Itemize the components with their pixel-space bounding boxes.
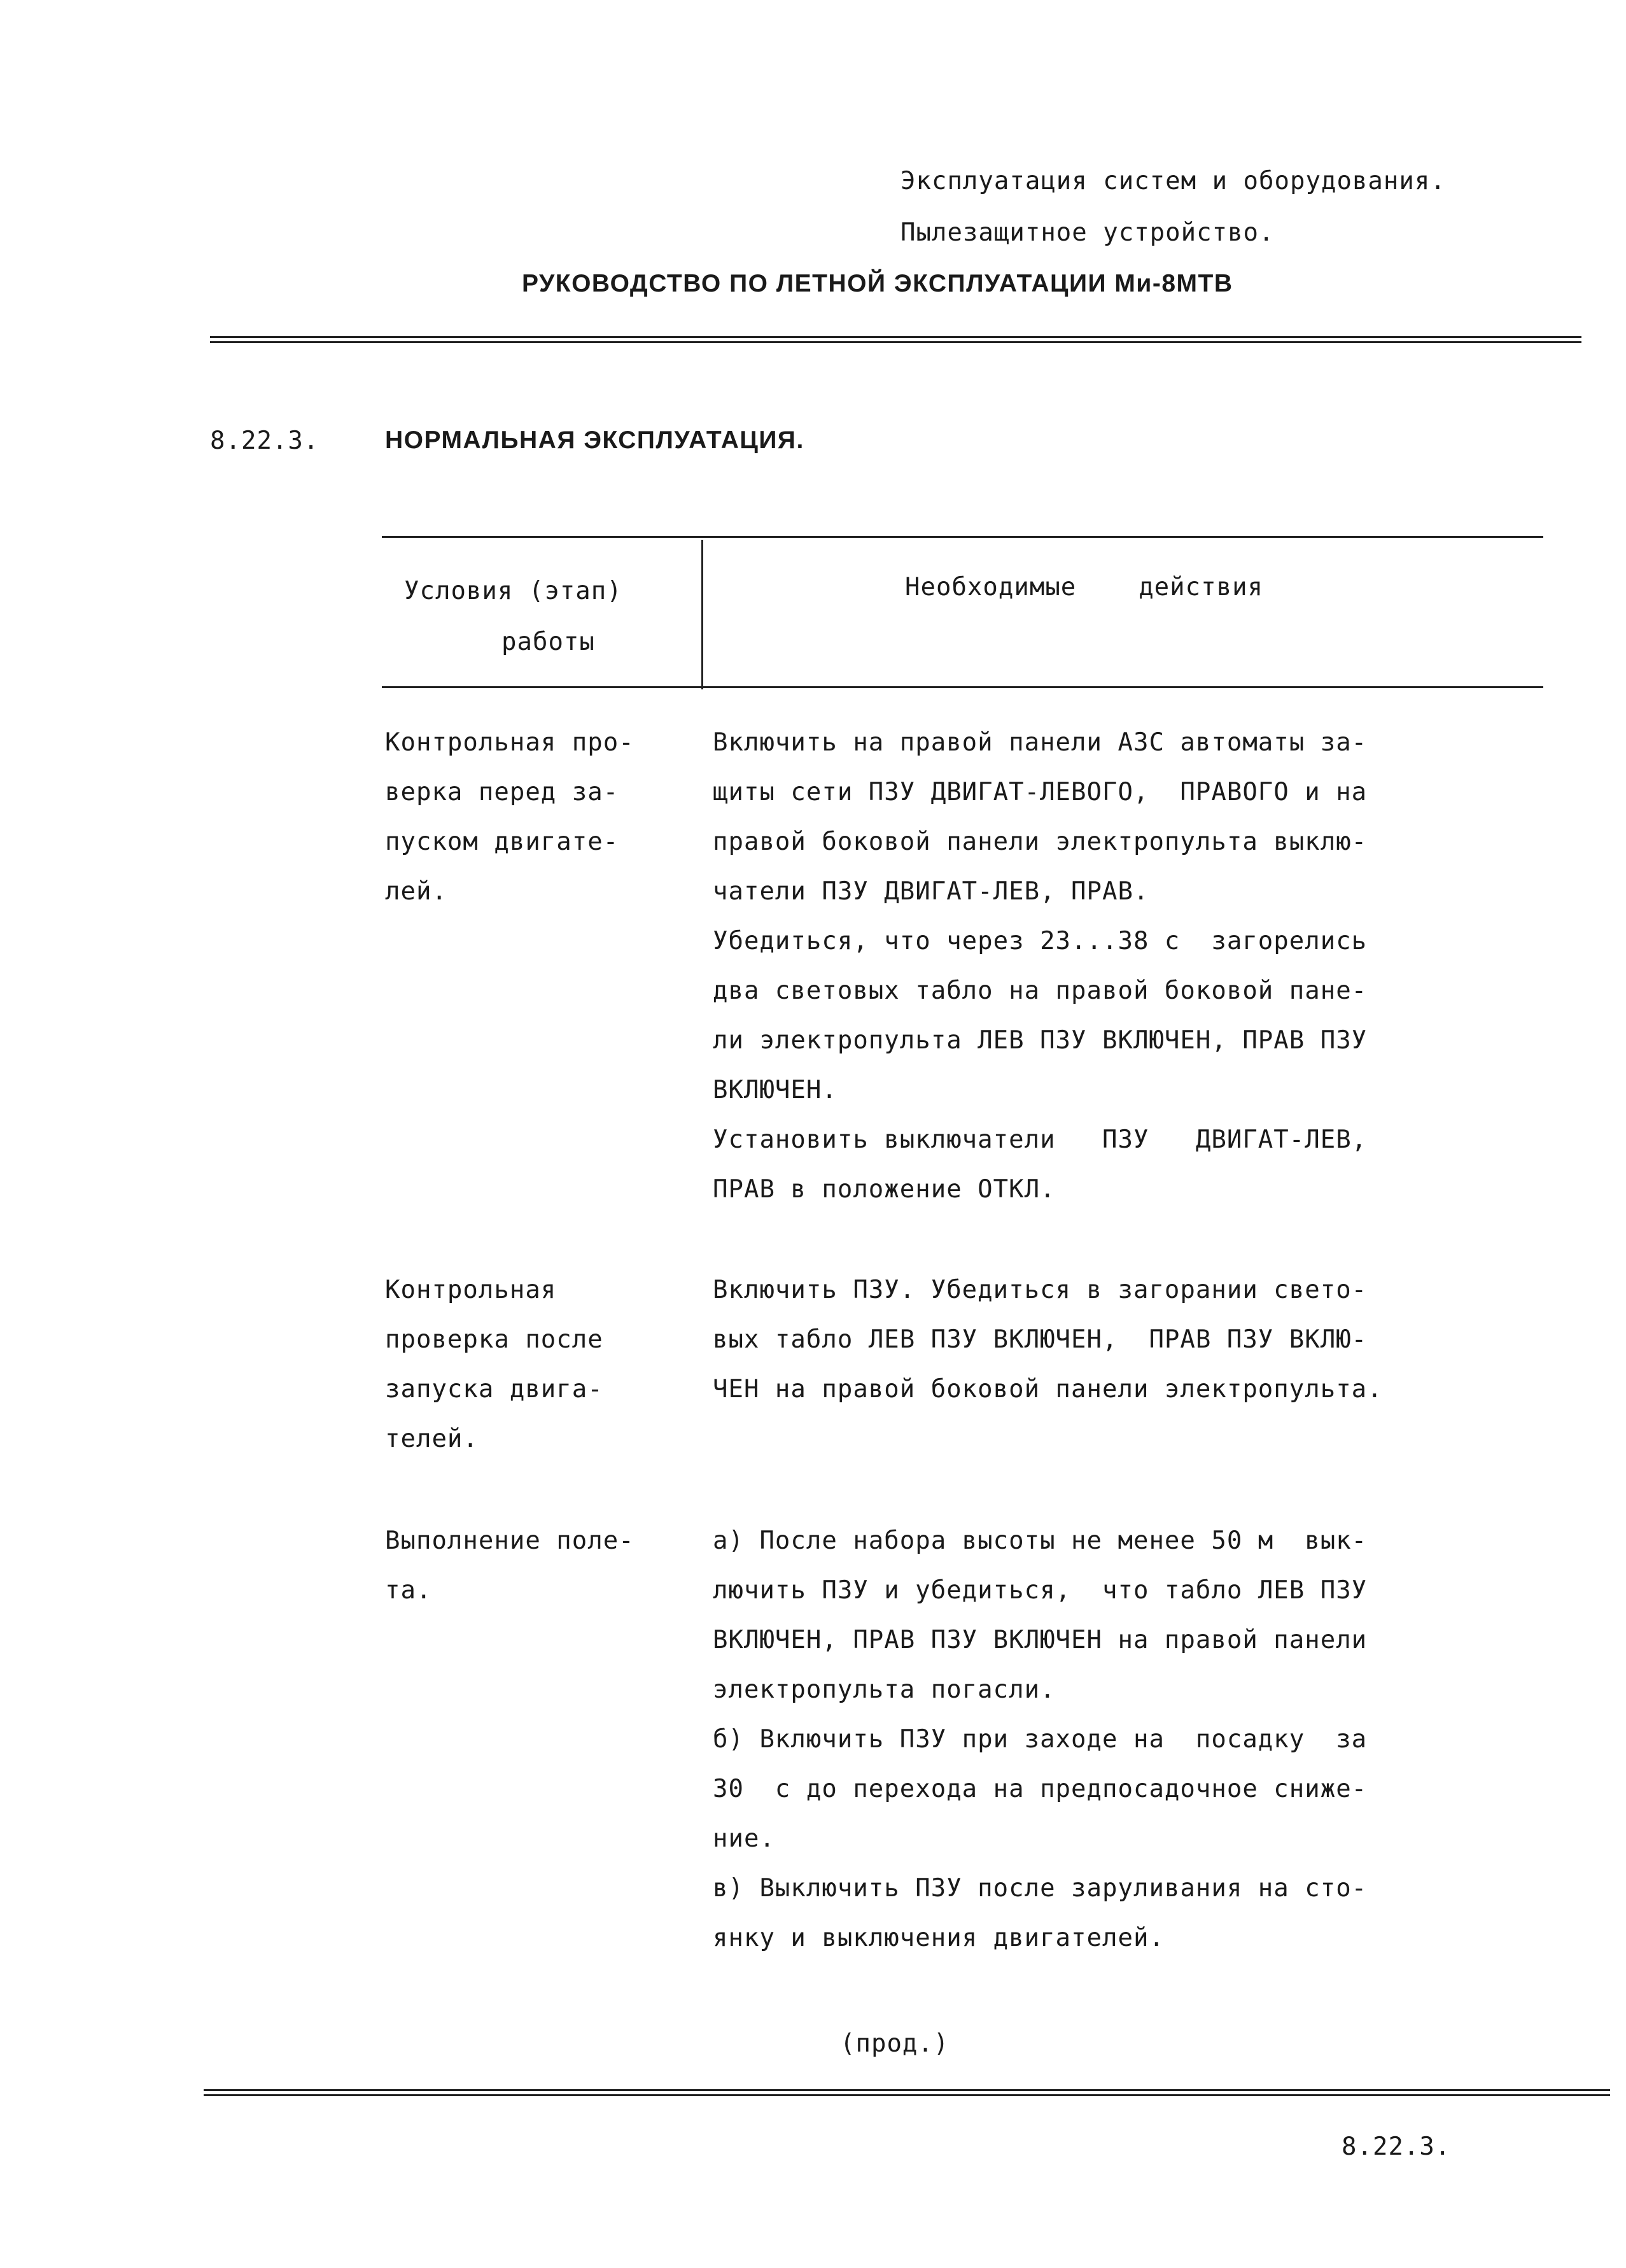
row-1-action [713,718,1367,1215]
condition-line: Выполнение поле- [385,1526,634,1555]
subtitle-line-2: Пылезащитное устройство. [901,218,1275,247]
action-line: ПРАВ в положение ОТКЛ. [713,1175,1056,1204]
subtitle-line-1: Эксплуатация систем и оборудования. [901,167,1446,195]
action-line: ВКЛЮЧЕН, ПРАВ ПЗУ ВКЛЮЧЕН на правой панели [713,1626,1368,1654]
section-number: 8.22.3. [210,426,319,455]
action-line: лючить ПЗУ и убедиться, что табло ЛЕВ ПЗУ [713,1576,1368,1605]
row-1-condition [385,718,634,917]
row-3-action [713,1516,1367,1963]
condition-line: та. [385,1576,432,1605]
action-line: щиты сети ПЗУ ДВИГАТ-ЛЕВОГО, ПРАВОГО и на [713,778,1368,806]
action-line: Установить выключатели ПЗУ ДВИГАТ-ЛЕВ, [713,1125,1368,1154]
continued-label: (прод.) [840,2029,950,2058]
condition-line: запуска двига- [385,1375,603,1404]
condition-line: телей. [385,1425,479,1453]
footer-divider [204,2089,1610,2096]
condition-line: Контрольная про- [385,728,634,757]
condition-line: лей. [385,877,447,906]
row-2-condition [385,1265,603,1464]
section-title: НОРМАЛЬНАЯ ЭКСПЛУАТАЦИЯ. [385,426,804,454]
row-2-action [713,1265,1383,1414]
action-line: Убедиться, что через 23...38 с загорелись [713,927,1368,955]
action-line: Включить на правой панели АЗС автоматы за- [713,728,1368,757]
table-header-column-divider [701,540,703,689]
action-line: янку и выключения двигателей. [713,1924,1165,1952]
condition-line: проверка после [385,1325,603,1354]
table-header-top-rule [382,536,1543,538]
action-line: а) После набора высоты не менее 50 м вык- [713,1526,1368,1555]
action-line: вых табло ЛЕВ ПЗУ ВКЛЮЧЕН, ПРАВ ПЗУ ВКЛЮ- [713,1325,1368,1354]
action-line: 30 с до перехода на предпосадочное сниже- [713,1775,1368,1803]
action-line: ЧЕН на правой боковой панели электропульта. [713,1375,1383,1404]
condition-line: верка перед за- [385,778,619,806]
header-conditions-line-2: работы [501,628,595,656]
action-line: ли электропульта ЛЕВ ПЗУ ВКЛЮЧЕН, ПРАВ ПЗУ [713,1026,1368,1055]
condition-line: Контрольная [385,1276,557,1304]
action-line: чатели ПЗУ ДВИГАТ-ЛЕВ, ПРАВ. [713,877,1149,906]
header-conditions-line-1: Условия (этап) [404,577,622,605]
action-line: Включить ПЗУ. Убедиться в загорании свето- [713,1276,1368,1304]
action-line: б) Включить ПЗУ при заходе на посадку за [713,1725,1368,1754]
manual-title: РУКОВОДСТВО ПО ЛЕТНОЙ ЭКСПЛУАТАЦИИ Ми-8МТВ [522,270,1233,297]
action-line: в) Выключить ПЗУ после заруливания на сто- [713,1874,1368,1903]
row-3-condition [385,1516,634,1616]
action-line: ние. [713,1824,775,1853]
action-line: правой боковой панели электропульта выклю- [713,828,1368,856]
action-line: электропульта погасли. [713,1675,1056,1704]
condition-line: пуском двигате- [385,828,619,856]
action-line: два световых табло на правой боковой пане- [713,976,1368,1005]
table-header-bottom-rule [382,686,1543,688]
page-number: 8.22.3. [1342,2132,1451,2161]
action-line: ВКЛЮЧЕН. [713,1076,838,1104]
header-actions: Необходимые действия [905,573,1264,602]
header-divider [210,336,1581,343]
